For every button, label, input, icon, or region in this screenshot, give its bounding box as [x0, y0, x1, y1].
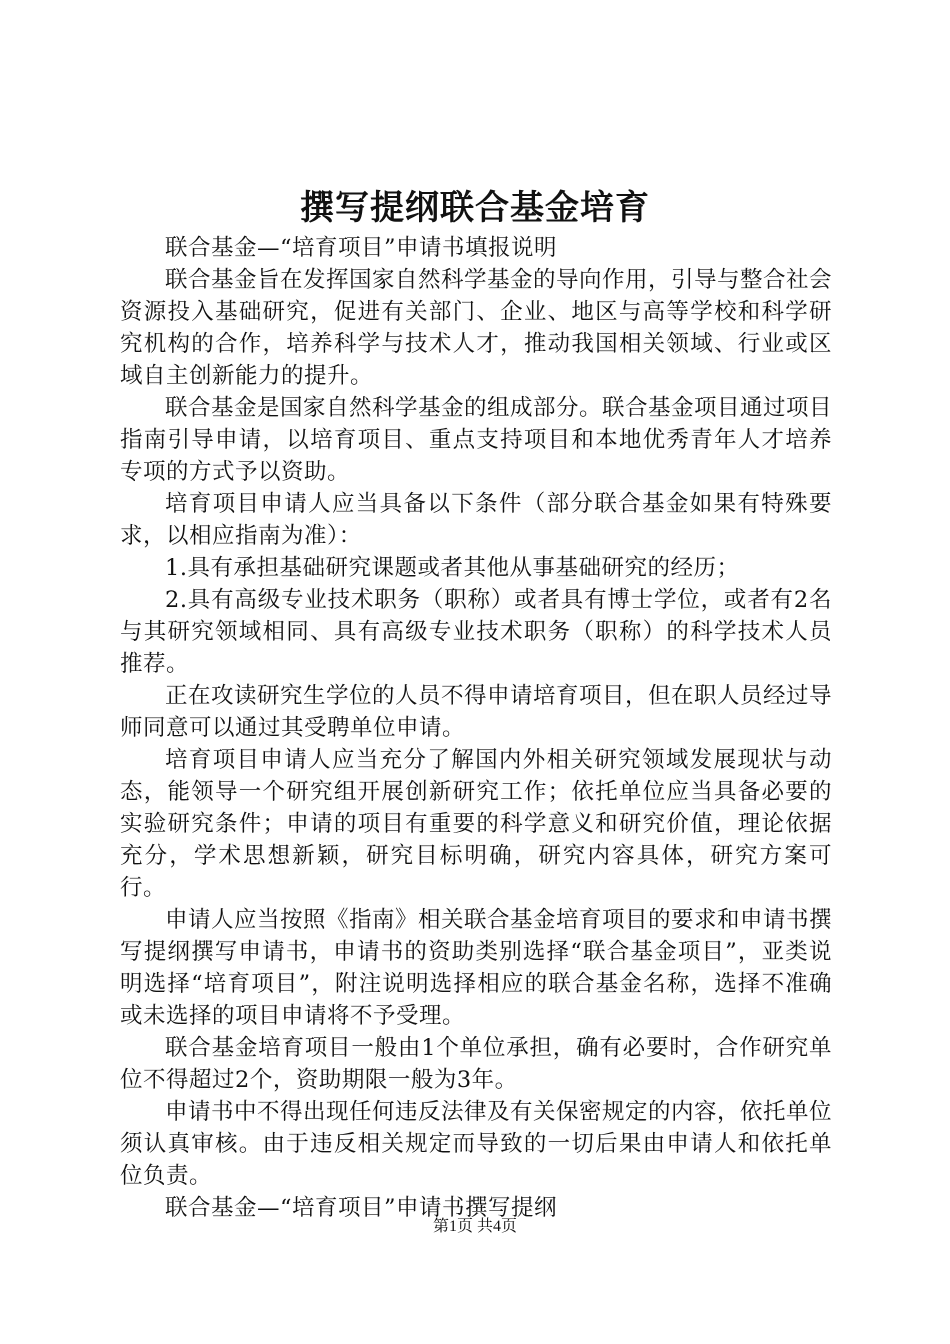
paragraph-conditions: 培育项目申请人应当具备以下条件（部分联合基金如果有特殊要求，以相应指南为准）： [120, 491, 832, 549]
paragraph-purpose: 联合基金旨在发挥国家自然科学基金的导向作用，引导与整合社会资源投入基础研究，促进有关部门、企业、地区与高等学校和科学研究机构的合作，培养科学与技术人才，推动我国相关领域、行业或区域自主创新能力的提升。 [120, 267, 833, 389]
paragraph-legal: 申请书中不得出现任何违反法律及有关保密规定的内容，依托单位须认真审核。由于违反相关规定而导致的一切后果由申请人和依托单位负责。 [120, 1099, 833, 1189]
paragraph-application: 申请人应当按照《指南》相关联合基金培育项目的要求和申请书撰写提纲撰写申请书，申请书的资助类别选择“联合基金项目”，亚类说明选择“培育项目”，附注说明选择相应的联合基金名称，选择不准确或未选择的项目申请将不予受理。 [120, 907, 833, 1029]
paragraph-condition-2: 2.具有高级专业技术职务（职称）或者具有博士学位，或者有2名与其研究领域相同、具有高级专业技术职务（职称）的科学技术人员推荐。 [120, 587, 832, 677]
paragraph-composition: 联合基金是国家自然科学基金的组成部分。联合基金项目通过项目指南引导申请，以培育项目、重点支持项目和本地优秀青年人才培养专项的方式予以资助。 [120, 395, 833, 485]
paragraph-units: 联合基金培育项目一般由1个单位承担，确有必要时，合作研究单位不得超过2个，资助期限一般为3年。 [120, 1035, 832, 1093]
document-title: 撰写提纲联合基金培育 [300, 188, 650, 228]
paragraph-students: 正在攻读研究生学位的人员不得申请培育项目，但在职人员经过导师同意可以通过其受聘单位申请。 [120, 683, 833, 741]
document-body [120, 232, 832, 1224]
page-footer: 第1页 共4页 [432, 1218, 517, 1235]
paragraph-heading-outline: 联合基金—“培育项目”申请书撰写提纲 [165, 1195, 558, 1221]
paragraph-heading-instructions: 联合基金—“培育项目”申请书填报说明 [165, 235, 558, 261]
paragraph-requirements: 培育项目申请人应当充分了解国内外相关研究领域发展现状与动态，能领导一个研究组开展创新研究工作；依托单位应当具备必要的实验研究条件；申请的项目有重要的科学意义和研究价值，理论依据充分，学术思想新颖，研究目标明确，研究内容具体，研究方案可行。 [120, 747, 832, 901]
paragraph-condition-1: 1.具有承担基础研究课题或者其他从事基础研究的经历； [165, 555, 740, 581]
